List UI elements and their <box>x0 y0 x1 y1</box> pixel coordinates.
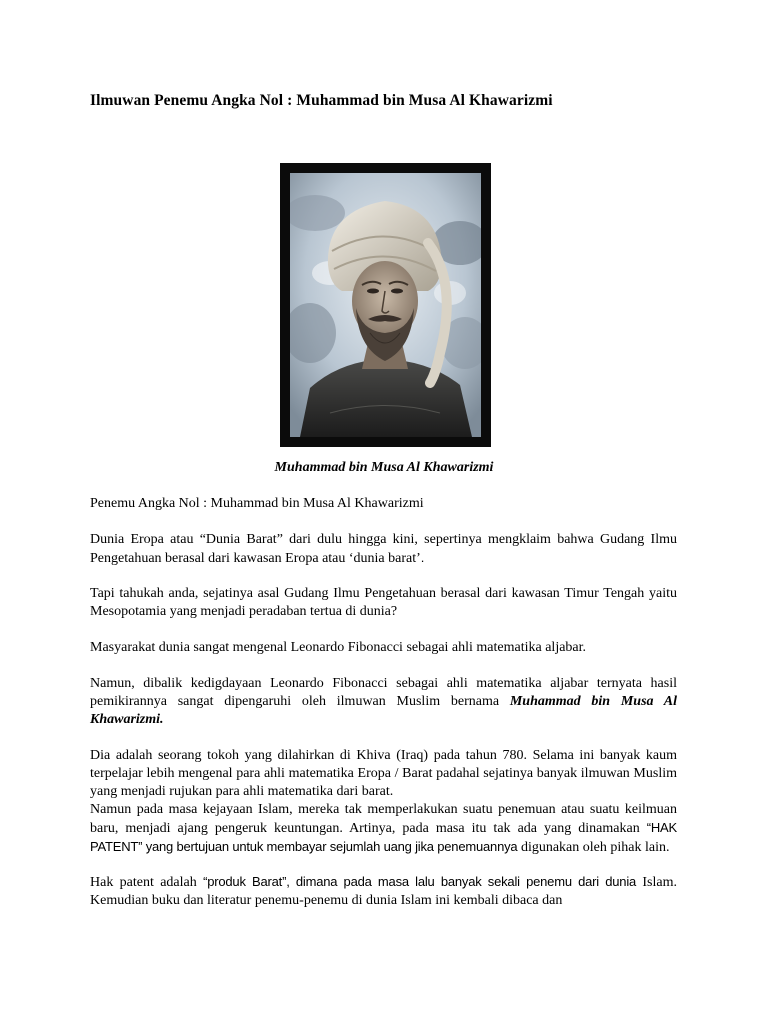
portrait-frame <box>280 163 491 447</box>
paragraph-7 <box>90 873 677 910</box>
paragraph-2: Tapi tahukah anda, sejatinya asal Gudang Ilmu Pengetahuan berasal dari kawasan Timur Tengah yaitu Mesopotamia yang menjadi peradaban tertua di dunia? <box>90 586 677 619</box>
paragraph-6-text: Namun pada masa kejayaan Islam, mereka tak memperlakukan suatu penemuan atau suatu keilmuan baru, menjadi ajang pengeruk keuntungan. Artinya, pada masa itu tak ada yang dinamakan <box>90 802 677 836</box>
paragraph-3: Masyarakat dunia sangat mengenal Leonardo Fibonacci sebagai ahli matematika aljabar. <box>90 640 587 655</box>
paragraph-7-sans: “produk Barat”, dimana pada masa lalu banyak sekali penemu dari dunia <box>203 874 637 889</box>
paragraph-6-end: digunakan oleh pihak lain. <box>517 840 670 855</box>
paragraph-6-sans: “HAK PATENT” yang bertujuan untuk membayar sejumlah uang jika penemuannya <box>90 820 677 854</box>
portrait-image <box>290 173 481 437</box>
paragraph-1-text: Dunia Eropa atau “Dunia Barat” dari dulu hingga kini, sepertinya mengklaim bahwa Gudang Ilmu Pengetahuan berasal dari kawasan Eropa atau ‘dunia barat’ <box>90 532 677 566</box>
paragraph-4-text: Namun, dibalik kedigdayaan Leonardo Fibonacci sebagai ahli matematika aljabar ternyata hasil pemikirannya sangat dipengaruhi oleh ilmuwan Muslim bernama <box>90 676 677 709</box>
paragraph-4-name: Muhammad bin Musa Al Khawarizmi. <box>90 694 677 727</box>
paragraph-6 <box>90 801 677 857</box>
subtitle-paragraph: Penemu Angka Nol : Muhammad bin Musa Al Khawarizmi <box>90 496 424 511</box>
paragraph-1 <box>90 531 677 568</box>
paragraph-4 <box>90 675 677 729</box>
image-caption: Muhammad bin Musa Al Khawarizmi <box>274 460 494 475</box>
document-title: Ilmuwan Penemu Angka Nol : Muhammad bin Musa Al Khawarizmi <box>90 92 553 109</box>
paragraph-7-text: Hak patent adalah <box>90 875 204 890</box>
paragraph-7-end: Islam. Kemudian buku dan literatur penemu-penemu di dunia Islam ini kembali dibaca dan <box>90 875 678 908</box>
paragraph-5: Dia adalah seorang tokoh yang dilahirkan di Khiva (Iraq) pada tahun 780. Selama ini banyak kaum terpelajar lebih mengenal para ahli matematika Eropa / Barat padahal sejatinya banyak ilmuwan Muslim yang menjadi rujukan para ahli matematika dari barat. <box>90 748 677 799</box>
paragraph-1-end: . <box>420 550 425 565</box>
